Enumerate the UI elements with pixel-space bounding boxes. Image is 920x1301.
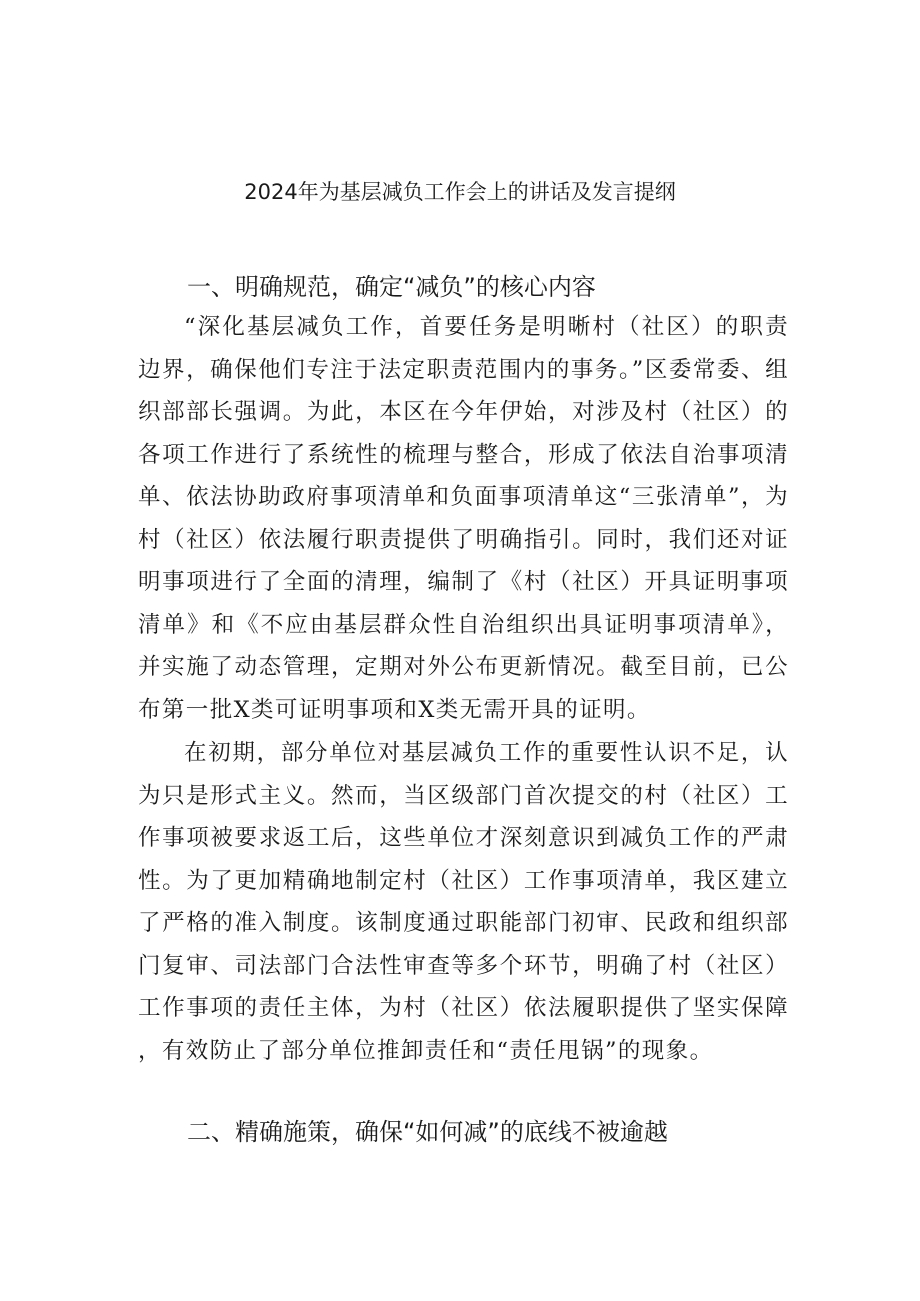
document-title: 2024年为基层减负工作会上的讲话及发言提纲	[244, 180, 676, 204]
section-1-paragraph-2: 在初期，部分单位对基层减负工作的重要性认识不足，认为只是形式主义。然而，当区级部门首次提交的村（社区）工作事项被要求返工后，这些单位才深刻意识到减负工作的严肃性。为了更加精确地制定村（社区）工作事项清单，我区建立了严格的准入制度。该制度通过职能部门初审、民政和组织部门复审、司法部门合法性审查等多个环节，明确了村（社区）工作事项的责任主体，为村（社区）依法履职提供了坚实保障，有效防止了部分单位推卸责任和“责任甩锅”的现象。	[138, 740, 789, 1064]
section-heading-1: 一、明确规范，确定“减负”的核心内容	[187, 273, 596, 301]
section-heading-2: 二、精确施策，确保“如何减”的底线不被逾越	[187, 1118, 668, 1146]
section-1-paragraph-1: “深化基层减负工作，首要任务是明晰村（社区）的职责边界，确保他们专注于法定职责范围内的事务。”区委常委、组织部部长强调。为此，本区在今年伊始，对涉及村（社区）的各项工作进行了系统性的梳理与整合，形成了依法自治事项清单、依法协助政府事项清单和负面事项清单这“三张清单”，为村（社区）依法履行职责提供了明确指引。同时，我们还对证明事项进行了全面的清理，编制了《村（社区）开具证明事项清单》和《不应由基层群众性自治组织出具证明事项清单》，并实施了动态管理，定期对外公布更新情况。截至目前，已公布第一批X类可证明事项和X类无需开具的证明。	[138, 314, 789, 723]
